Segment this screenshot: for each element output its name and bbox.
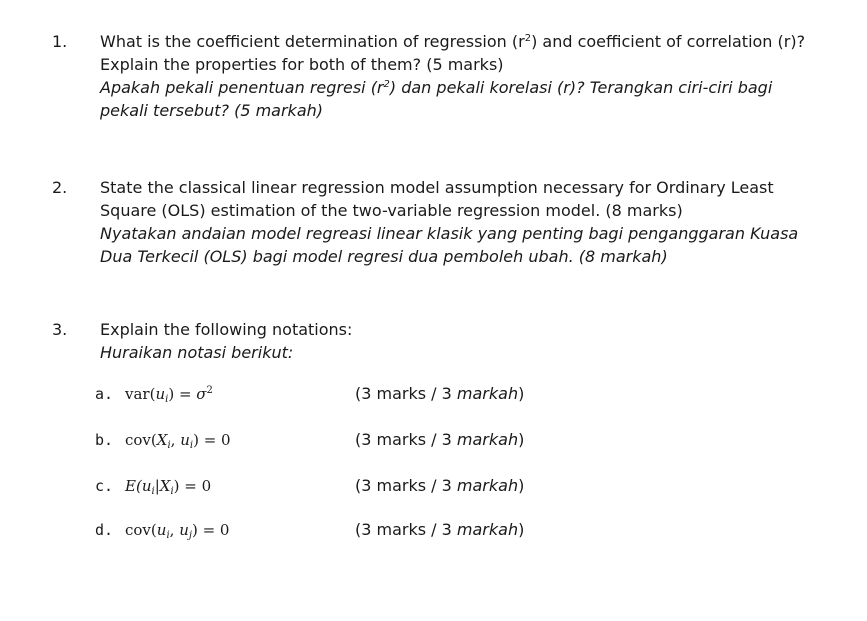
notation-item-d [95, 518, 795, 542]
question-text-ms: Huraikan notasi berikut: [100, 343, 294, 362]
notation-item-c [95, 474, 795, 498]
notation-formula: $cov(X_i$, $u_i) = 0$ [125, 431, 231, 451]
item-letter: b. [95, 431, 114, 449]
question-number: 2. [52, 178, 68, 197]
item-letter: c. [95, 477, 114, 495]
question-body [100, 30, 812, 122]
question-number: 1. [52, 32, 68, 51]
marks-label: (3 marks / 3 markah) [355, 520, 525, 539]
notation-formula: $cov(u_i$, $u_j) = 0$ [125, 521, 230, 541]
question-number: 3. [52, 320, 68, 339]
marks-label: (3 marks / 3 markah) [355, 430, 525, 449]
notation-formula: $var(u_i) = \sigma^2$ [125, 385, 213, 405]
question-body [100, 318, 812, 364]
marks-label: (3 marks / 3 markah) [355, 476, 525, 495]
item-letter: d. [95, 521, 114, 539]
notation-item-a [95, 382, 795, 406]
question-body [100, 176, 812, 268]
question-text-en: Explain the following notations: [100, 320, 353, 339]
question-text-ms: Nyatakan andaian model regreasi linear klasik yang penting bagi penganggaran Kuasa Dua Terkecil (OLS) bagi model regresi dua pemboleh ubah. (8 markah) [100, 224, 799, 266]
question-text-ms: Apakah pekali penentuan regresi $(r^2)$ dan pekali korelasi (r)? Terangkan ciri-ciri bagi pekali tersebut? (5 markah) [100, 78, 773, 120]
question-text-en: What is the coefficient determination of regression $(r^2)$ and coefficient of correlation (r)? Explain the properties for both of them? (5 marks) [100, 32, 806, 74]
item-letter: a. [95, 385, 114, 403]
marks-label: (3 marks / 3 markah) [355, 384, 525, 403]
question-text-en: State the classical linear regression model assumption necessary for Ordinary Least Square (OLS) estimation of the two-variable regression model. (8 marks) [100, 178, 774, 220]
notation-item-b [95, 428, 795, 452]
notation-formula: $E(u_i|X_i) = 0$ [125, 477, 212, 497]
